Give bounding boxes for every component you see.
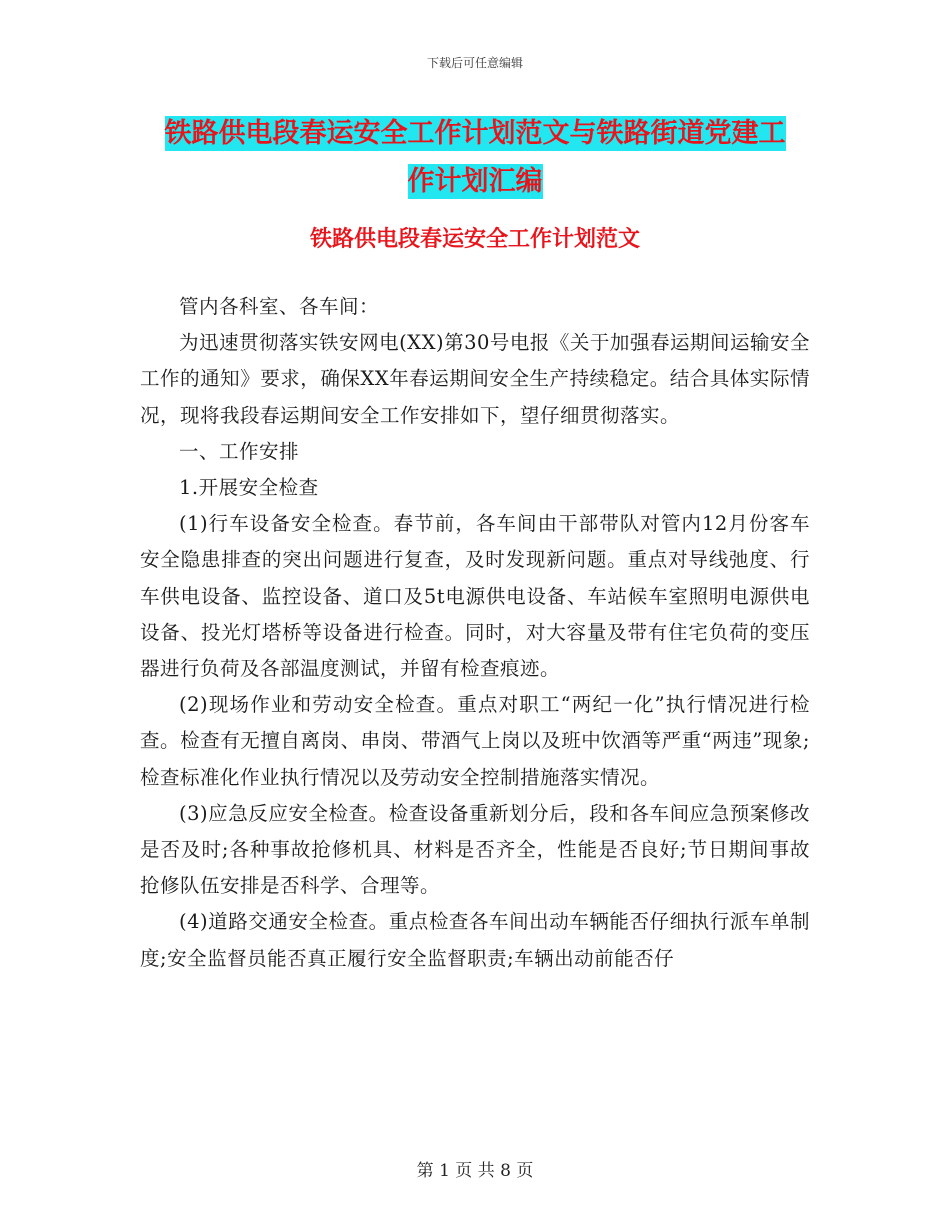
document-title-line-2: 作计划汇编 xyxy=(407,166,543,197)
document-title xyxy=(140,110,810,206)
paragraph-salutation: 管内各科室、各车间： xyxy=(179,295,380,318)
document-body xyxy=(140,289,810,977)
paragraph-intro: 为迅速贯彻落实铁安网电(XX)第30号电报《关于加强春运期间运输安全工作的通知》要求，确保XX年春运期间安全生产持续稳定。结合具体实际情况，现将我段春运期间安全工作安排如下，望仔细贯彻落实。 xyxy=(140,331,810,427)
section-title: 铁路供电段春运安全工作计划范文 xyxy=(309,227,640,252)
paragraph-item-1: (1)行车设备安全检查。春节前，各车间由干部带队对管内12月份客车安全隐患排查的突出问题进行复查，及时发现新问题。重点对导线弛度、行车供电设备、监控设备、道口及5t电源供电设备、车站候车室照明电源供电设备、投光灯塔桥等设备进行检查。同时，对大容量及带有住宅负荷的变压器进行负荷及各部温度测试，并留有检查痕迹。 xyxy=(140,512,810,681)
paragraph-heading-1-1: 1.开展安全检查 xyxy=(179,476,319,500)
paragraph-item-2: (2)现场作业和劳动安全检查。重点对职工“两纪一化”执行情况进行检查。检查有无擅自离岗、串岗、带酒气上岗以及班中饮酒等严重“两违”现象;检查标准化作业执行情况以及劳动安全控制措施落实情况。 xyxy=(140,693,810,789)
page-header-note: 下载后可任意编辑 xyxy=(426,56,523,70)
document-title-line-1: 铁路供电段春运安全工作计划范文与铁路街道党建工 xyxy=(164,118,786,149)
paragraph-item-4: (4)道路交通安全检查。重点检查各车间出动车辆能否仔细执行派车单制度;安全监督员能否真正履行安全监督职责;车辆出动前能否仔 xyxy=(140,910,810,970)
page-footer: 第 1 页 共 8 页 xyxy=(416,1161,534,1181)
paragraph-item-3: (3)应急反应安全检查。检查设备重新划分后，段和各车间应急预案修改是否及时;各种事故抢修机具、材料是否齐全，性能是否良好;节日期间事故抢修队伍安排是否科学、合理等。 xyxy=(140,801,810,898)
paragraph-heading-1: 一、工作安排 xyxy=(179,439,300,463)
